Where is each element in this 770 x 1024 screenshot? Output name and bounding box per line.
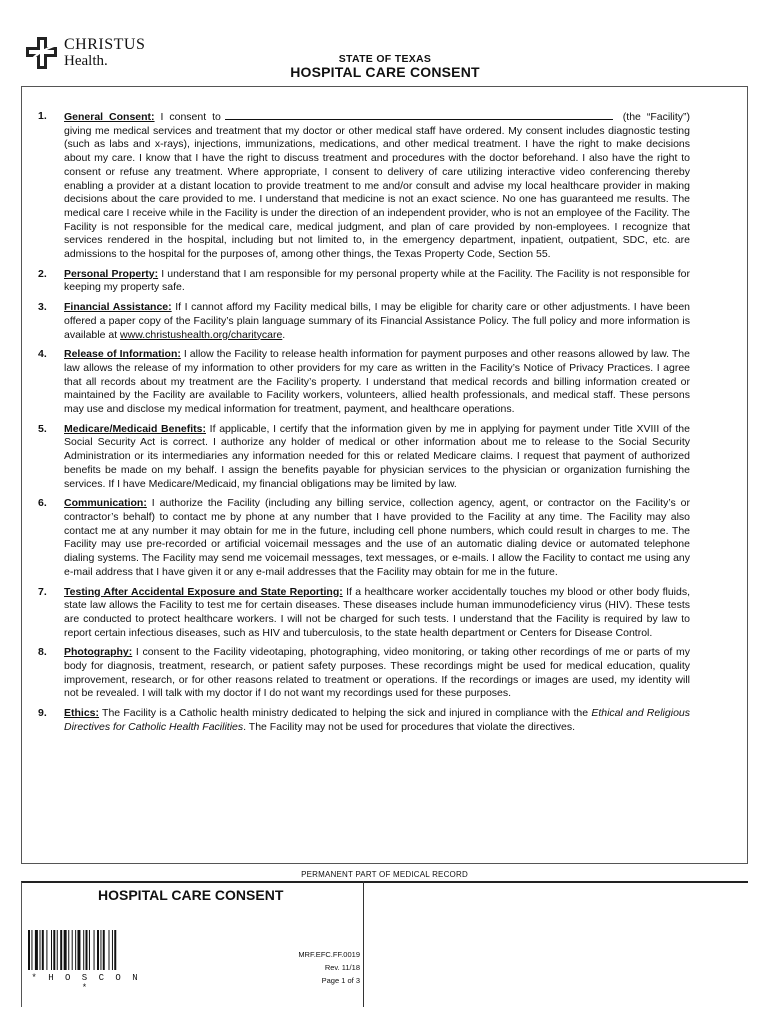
- item-text: I authorize the Facility (including any billing service, collection agency, agent, or contractor on the Facility’s or contractor’s behalf) to contact me by phone at any number that I have provided to the Facility at any time. The Facility may also contact me at any number it may obtain for me in the future, including cell phone numbers, which could result in charges to me. The Facility may use pre-recorded or artificial voicemail messages and the use of an automatic dialing device or automated telephone dialing systems. The Facility may send me voicemail messages, text messages, or e-mails. I allow the Facility to contact me using any e-mail address that I have given it or any e-mail addresses that the Facility may obtain for me in the future.: [64, 497, 690, 578]
- charity-care-link[interactable]: www.christushealth.org/charitycare: [120, 328, 283, 341]
- item-text: . The Facility may not be used for procedures that violate the directives.: [243, 720, 576, 733]
- directives-title: Ethical and Religious Directives for Catholic Health Facilities: [64, 707, 690, 733]
- item-heading: Communication:: [64, 497, 147, 510]
- logo-subtitle: Health.: [64, 53, 108, 69]
- consent-item-communication: [38, 497, 690, 579]
- barcode-text: * H O S C O N *: [31, 973, 141, 993]
- item-heading: Ethics:: [64, 707, 100, 720]
- item-text: I understand that I am responsible for my personal property while at the Facility. The Facility is not responsible for keeping my property safe.: [64, 267, 690, 294]
- consent-item-medicare-medicaid: [38, 423, 690, 492]
- consent-item-testing-exposure: [38, 586, 690, 641]
- state-label: STATE OF TEXAS: [338, 53, 432, 65]
- page-title: HOSPITAL CARE CONSENT: [290, 64, 480, 80]
- item-text: (the “Facility”) giving me medical services and treatment that my doctor or other medical staff have ordered. My consent includes diagnostic testing (such as labs and x-rays), injections, immunizations, medications, and other medical treatment. I have the right to make decisions about my care. I know that I have the right to discuss treatment and procedures with the doctor beforehand. I also have the right to consent or refuse any treatment. Where appropriate, I consent to delivery of care utilizing interactive video conferencing thereby enabling a provider at a distant location to provide treatment to me and/or consult and advise my local healthcare provider in making decisions about the care provided to me. I understand that medicine is not an exact science. No one has guaranteed me results. The medical care I receive while in the Facility is under the direction of an independent provider, who is not an employee of the Facility. The Facility is not responsible for the medical care, medical judgment, and plan of care provided by non-employees. I recognize that services rendered in the hospital, including but not limited to, in the emergency department, inpatient, outpatient, SDC, etc. are admissions to the hospital for the purposes of, among other things, the Texas Property Code, Section 55.: [64, 111, 690, 261]
- item-number: 2.: [38, 267, 47, 280]
- item-text: If applicable, I certify that the information given by me in applying for payment under Title XVIII of the Social Security Act is correct. I authorize any holder of medical or other information about me to release to the Social Security Administration or its intermediaries any information needed for this or related Medicare claims. I request that payment of authorized benefits be made on my behalf. I assign the benefits payable for physician services to the physician or organization furnishing the services. If I have Medicare/Medicaid, my financial obligations may be limited by law.: [64, 422, 690, 490]
- consent-item-financial-assistance: [38, 301, 690, 342]
- item-number: 5.: [38, 422, 47, 435]
- consent-item-release-of-information: [38, 348, 690, 417]
- page-number: Page 1 of 3: [321, 976, 360, 985]
- item-text: I consent to: [154, 111, 221, 123]
- item-number: 3.: [38, 301, 47, 314]
- item-number: 4.: [38, 348, 47, 361]
- item-heading: Photography:: [64, 646, 133, 659]
- facility-name-blank[interactable]: [225, 110, 613, 120]
- form-title: HOSPITAL CARE CONSENT: [98, 887, 284, 903]
- item-text: The Facility is a Catholic health ministry dedicated to helping the sick and injured in compliance with the: [99, 707, 592, 720]
- logo-brand: CHRISTUS: [64, 36, 146, 53]
- form-revision: Rev. 11/18: [324, 963, 360, 972]
- footer-divider: [363, 881, 364, 1007]
- item-number: 9.: [38, 707, 47, 720]
- item-heading: General Consent:: [64, 111, 155, 123]
- form-code: MRF.EFC.FF.0019: [298, 950, 360, 959]
- item-text: If a healthcare worker accidentally touches my blood or other body fluids, state law allows the Facility to test me for certain diseases. These diseases include human immunodeficiency virus (HIV). These tests are conducted to protect healthcare workers. I will not be charged for such tests. I understand that the Facility is required by law to report certain infectious diseases, such as HIV and tuberculosis, to the state health department or Centers for Disease Control.: [64, 585, 690, 639]
- consent-item-photography: [38, 646, 690, 701]
- permanent-record-note: PERMANENT PART OF MEDICAL RECORD: [301, 870, 468, 879]
- item-text: .: [282, 328, 286, 341]
- item-heading: Testing After Accidental Exposure and State Reporting:: [64, 585, 343, 598]
- item-number: 1.: [38, 110, 47, 122]
- consent-item-ethics: [38, 707, 690, 734]
- consent-item-personal-property: [38, 268, 690, 295]
- consent-item-general: [38, 110, 690, 262]
- item-heading: Medicare/Medicaid Benefits:: [64, 422, 206, 435]
- item-heading: Release of Information:: [64, 348, 181, 361]
- item-number: 6.: [38, 497, 47, 510]
- consent-list: [38, 110, 690, 741]
- item-text: I allow the Facility to release health information for payment purposes and other reasons allowed by law. The law allows the release of my information to other providers for my care as written in the Facility’s Notice of Privacy Practices. I agree that all records about my treatment are the Facility’s property. I understand that medical records and billing information created or maintained by the Facility are available to Facility workers, volunteers, allied health professionals, and medical staff. These persons may use and disclose my medical information for treatment, payment, and healthcare operations.: [64, 348, 690, 416]
- item-number: 7.: [38, 585, 47, 598]
- item-text: I consent to the Facility videotaping, photographing, video monitoring, or taking other recordings of me or parts of my body for diagnosis, treatment, research, or patient safety purposes. These recordings might be used for medical education, quality improvement, research, or for other reasons related to treatment or operations. If the recordings or images are used, my identity will not be revealed. I will talk with my doctor if I do not want my recordings used for these purposes.: [64, 646, 690, 700]
- item-heading: Personal Property:: [64, 267, 159, 280]
- item-heading: Financial Assistance:: [64, 301, 172, 314]
- item-number: 8.: [38, 646, 47, 659]
- barcode: [28, 930, 144, 970]
- item-text: If I cannot afford my Facility medical bills, I may be eligible for charity care or other adjustments. I have been offered a paper copy of the Facility’s plain language summary of its Financial Assistance Policy. The full policy and more information is available at: [64, 301, 690, 341]
